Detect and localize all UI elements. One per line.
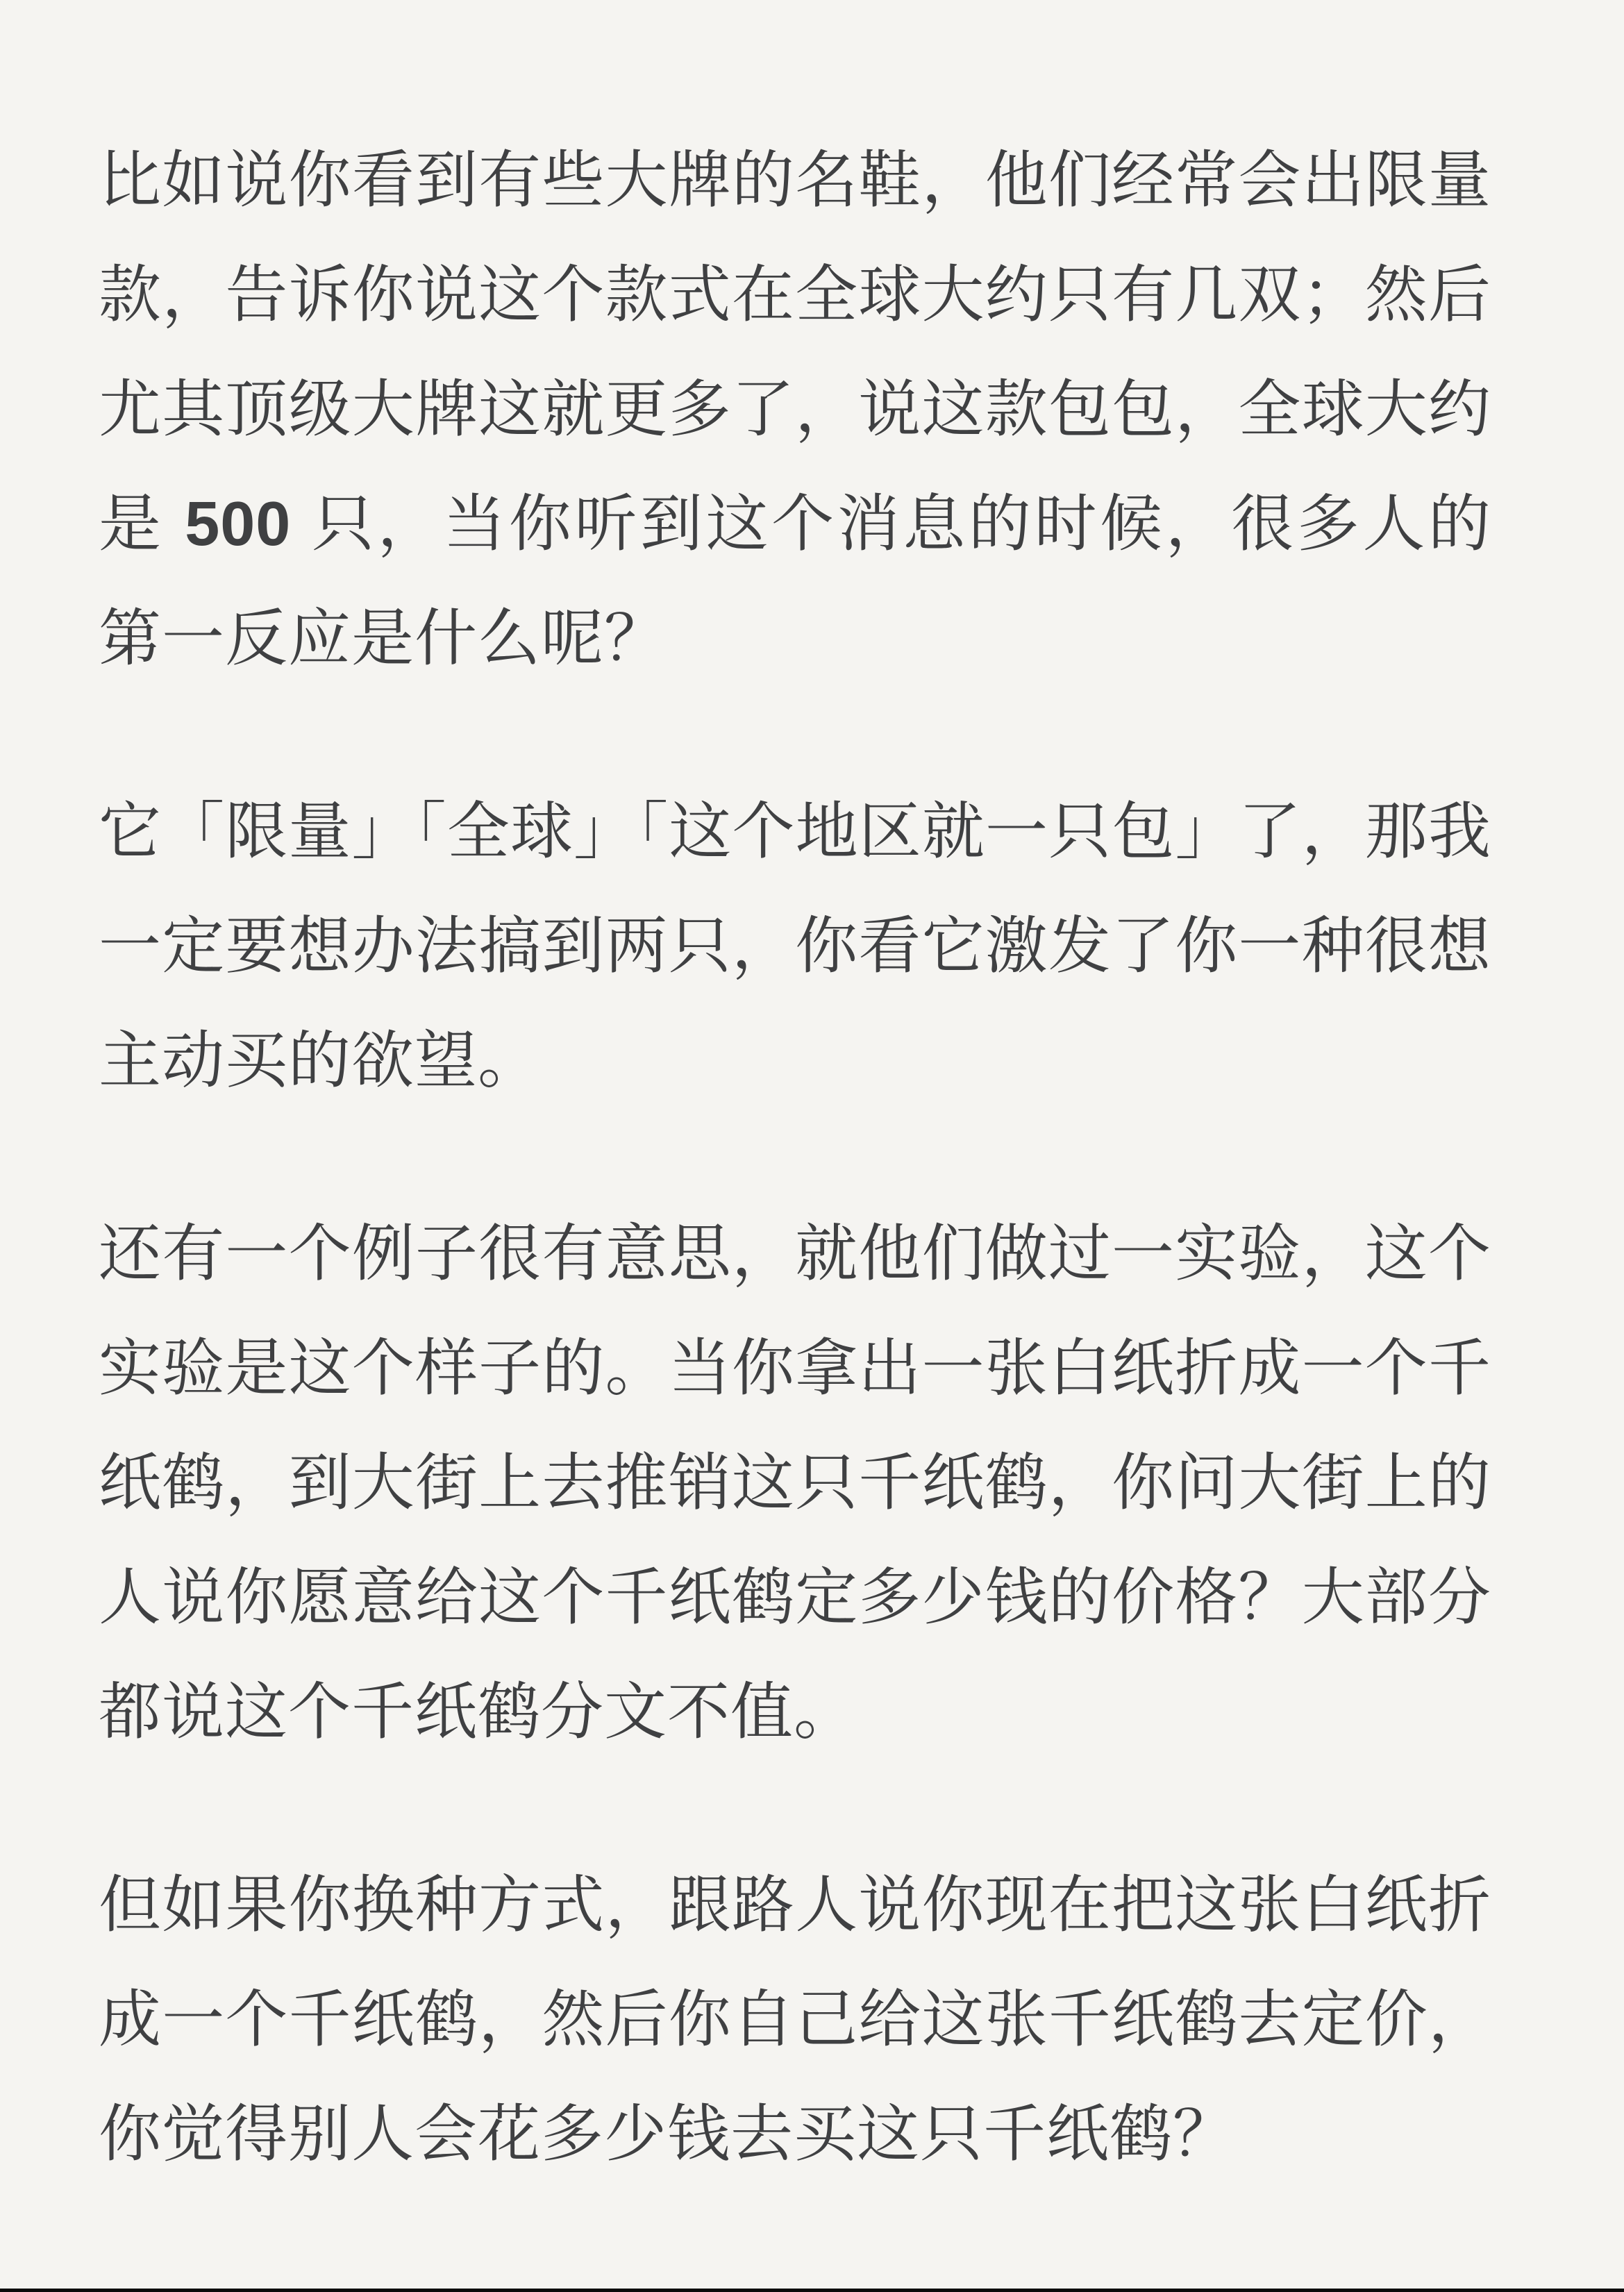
paragraph [99,124,1491,696]
text-run: 比如说你看到有些大牌的名鞋，他们经常会出限量款，告诉你说这个款式在全球大约只有几双；然后尤其顶级大牌这就更多了，说这款包包，全球大约是 [99,146,1491,559]
bottom-edge-bar [0,2289,1624,2292]
text-run: 它「限量」「全球」「这个地区就一只包」了，那我一定要想办法搞到两只，你看它激发了你一种很想主动买的欲望。 [99,797,1491,1096]
paragraph [99,1197,1491,1770]
text-run: 只，当你听到这个消息的时候，很多人的第一反应是什么呢？ [99,490,1491,674]
bold-text-run: 500 [185,490,292,559]
paragraph [99,775,1491,1119]
text-run: 还有一个例子很有意思，就他们做过一实验，这个实验是这个样子的。当你拿出一张白纸折成一个千纸鹤，到大街上去推销这只千纸鹤，你问大街上的人说你愿意给这个千纸鹤定多少钱的价格？大部分都说这个千纸鹤分文不值。 [99,1219,1491,1747]
text-run: 但如果你换种方式，跟路人说你现在把这张白纸折成一个千纸鹤，然后你自己给这张千纸鹤去定价，你觉得别人会花多少钱去买这只千纸鹤？ [99,1871,1491,2169]
paragraph [99,1848,1491,2192]
